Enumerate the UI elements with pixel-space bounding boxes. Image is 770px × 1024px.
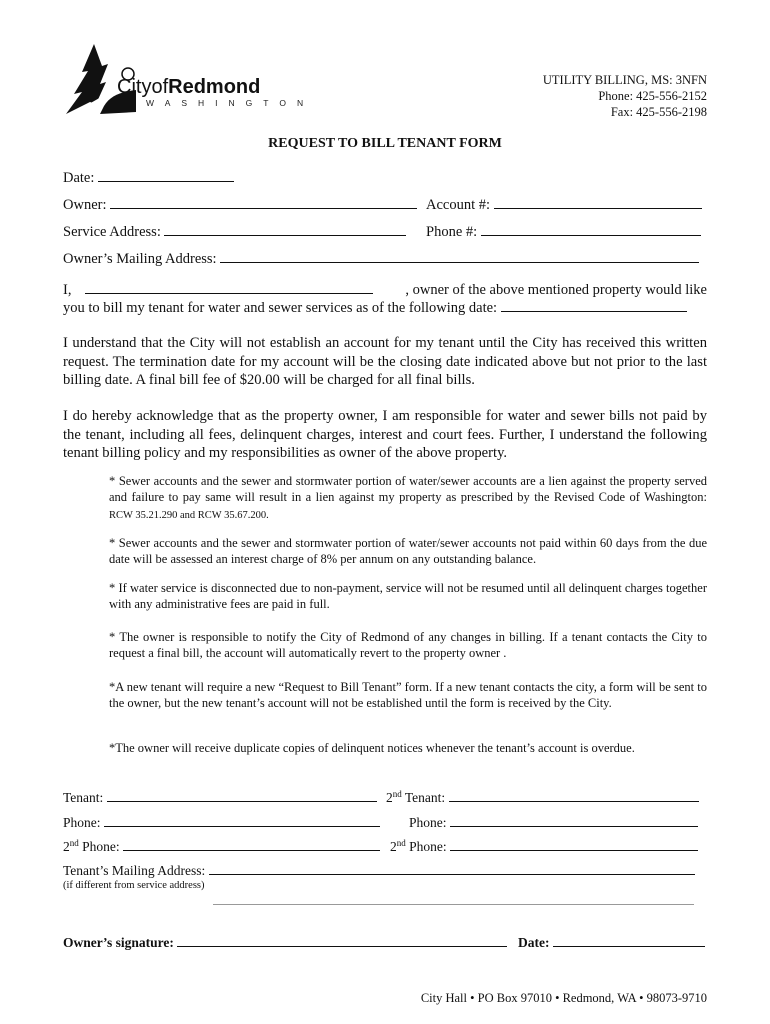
new-tenant-note: *A new tenant will require a new “Request to Bill Tenant” form. If a new tenant contacts the city, a form will be sent to the owner, but the new tenant’s account will not be established until the form is received by the City.	[109, 680, 707, 711]
tenant-mailing-label: Tenant’s Mailing Address:	[63, 863, 206, 878]
tenant-mailing-field[interactable]	[209, 873, 695, 875]
footer-address: City Hall • PO Box 97010 • Redmond, WA • 98073-9710	[420, 991, 707, 1005]
delinquent-copies-note: *The owner will receive duplicate copies of delinquent notices whenever the tenant’s account is overdue.	[109, 741, 635, 755]
tenant-row	[63, 790, 377, 806]
phone-label: Phone #:	[426, 224, 478, 240]
billing-start-date-field[interactable]	[501, 310, 687, 312]
owner-label: Owner:	[63, 197, 107, 213]
account-row	[426, 197, 702, 214]
second-tenant-phone-field[interactable]	[450, 825, 698, 827]
interest-note: * Sewer accounts and the sewer and stormwater portion of water/sewer accounts not paid within 60 days from the due date will be assessed an interest charge of 8% per annum on any outstanding balance.	[109, 536, 707, 567]
tenant-mailing-field-line-2[interactable]	[213, 904, 694, 905]
second-phone-field[interactable]	[123, 849, 380, 851]
ordinal-suffix: nd	[69, 838, 79, 848]
signature-date-row	[518, 935, 705, 951]
second-tenant-second-phone-row	[390, 839, 698, 855]
second-prefix: 2	[63, 839, 70, 854]
utility-billing-contact	[543, 72, 707, 120]
second-phone-row	[63, 839, 380, 855]
service-address-field[interactable]	[164, 234, 406, 236]
authorization-line-1	[63, 282, 707, 299]
tenant-phone-row	[63, 815, 380, 831]
date-field[interactable]	[98, 180, 234, 182]
authorization-rest: , owner of the above mentioned property would like	[405, 282, 707, 298]
service-address-row	[63, 224, 406, 241]
authorization-text: you to bill my tenant for water and sewer services as of the following date:	[63, 300, 498, 316]
second-tenant-phone-row	[409, 815, 698, 831]
owner-row	[63, 197, 417, 214]
signature-date-field[interactable]	[553, 945, 705, 947]
form-title: REQUEST TO BILL TENANT FORM	[268, 136, 502, 151]
utility-phone: Phone: 425-556-2152	[598, 89, 707, 103]
owner-signature-field[interactable]	[177, 945, 507, 947]
disconnect-note: * If water service is disconnected due to non-payment, service will not be resumed until all delinquent charges together with any administrative fees are paid in full.	[109, 581, 707, 612]
lien-note	[109, 473, 707, 524]
date-label: Date:	[63, 170, 95, 186]
acknowledgement-paragraph: I do hereby acknowledge that as the property owner, I am responsible for water and sewer bills not paid by the tenant, including all fees, delinquent charges, interest and court fees. Further, I understand the following tenant billing policy and my responsibilities as owner of the above property.	[63, 408, 707, 461]
signature-date-label: Date:	[518, 935, 550, 950]
authorization-line-2	[63, 300, 687, 317]
authorization-i: I,	[63, 282, 72, 298]
owner-signature-row	[63, 935, 507, 951]
tenant-mailing-note: (if different from service address)	[63, 880, 205, 891]
tenant-label: Tenant:	[63, 790, 104, 805]
second-phone-label: Phone:	[78, 839, 120, 854]
ordinal-suffix: nd	[392, 789, 402, 799]
date-row	[63, 170, 234, 187]
logo-wordmark: CityofRedmond	[117, 76, 261, 98]
owner-signature-label: Owner’s signature:	[63, 935, 174, 950]
understanding-paragraph: I understand that the City will not establish an account for my tenant until the City has received this written request. The termination date for my account will be the closing date indicated above but not prior to the last billing date. A final bill fee of $20.00 will be charged for all final bills.	[63, 335, 707, 388]
owner-mailing-field[interactable]	[220, 261, 699, 263]
tenant-phone-field[interactable]	[104, 825, 380, 827]
utility-fax: Fax: 425-556-2198	[610, 105, 707, 119]
second-prefix: 2	[386, 790, 393, 805]
second-tenant-second-phone-field[interactable]	[450, 849, 698, 851]
service-address-label: Service Address:	[63, 224, 161, 240]
ordinal-suffix: nd	[396, 838, 406, 848]
owner-field[interactable]	[110, 207, 417, 209]
second-tenant-field[interactable]	[449, 800, 699, 802]
tenant-phone-label: Phone:	[63, 815, 101, 830]
second-tenant-row	[386, 790, 699, 806]
account-label: Account #:	[426, 197, 491, 213]
second-tenant-second-phone-label: Phone:	[405, 839, 447, 854]
logo-state: WASHINGTON	[146, 98, 315, 108]
owner-mailing-label: Owner’s Mailing Address:	[63, 251, 217, 267]
utility-line: UTILITY BILLING, MS: 3NFN	[542, 73, 707, 87]
notify-note: * The owner is responsible to notify the City of Redmond of any changes in billing. If a tenant contacts the City to request a final bill, the account will automatically revert to the property owner .	[109, 630, 707, 661]
phone-field[interactable]	[481, 234, 701, 236]
tenant-mailing-row	[63, 863, 695, 879]
second-tenant-phone-label: Phone:	[409, 815, 447, 830]
owner-name-field[interactable]	[85, 292, 373, 294]
owner-mailing-row	[63, 251, 699, 268]
rcw-reference: RCW 35.21.290 and RCW 35.67.200.	[109, 509, 269, 521]
lien-note-text: * Sewer accounts and the sewer and stormwater portion of water/sewer accounts are a lien against the property served and failure to pay same will result in a lien against my property as prescribed by the Revised Code of Washington:	[109, 474, 707, 505]
account-field[interactable]	[494, 207, 702, 209]
second-tenant-label: Tenant:	[401, 790, 446, 805]
phone-row	[426, 224, 701, 241]
tenant-field[interactable]	[107, 800, 377, 802]
second-prefix: 2	[390, 839, 397, 854]
